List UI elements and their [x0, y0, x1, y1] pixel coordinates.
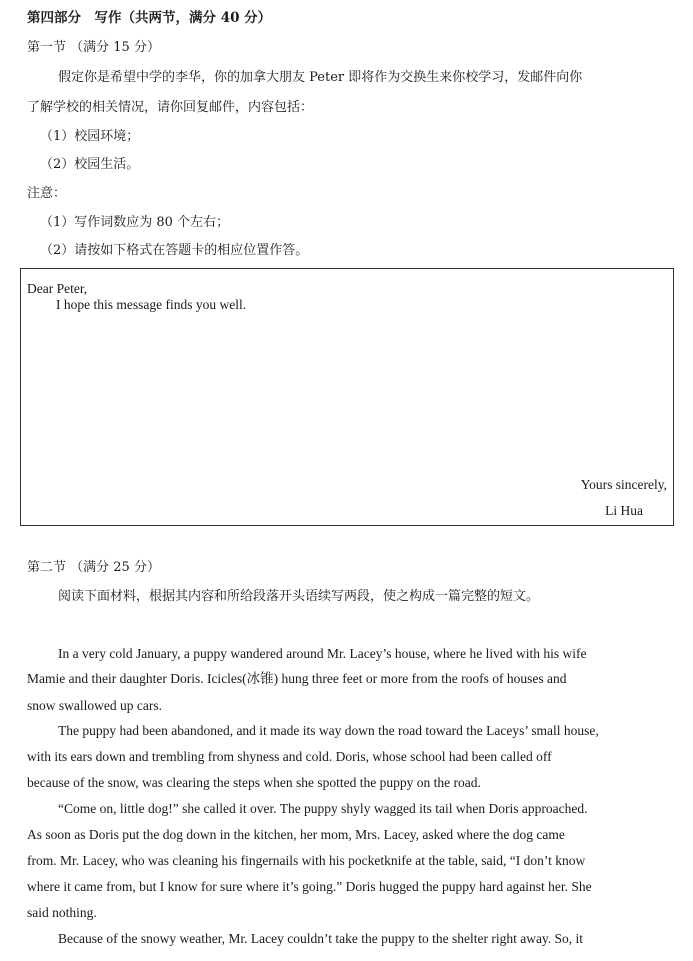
passage-line: In a very cold January, a puppy wandered around Mr. Lacey’s house, where he lived with his wife — [58, 646, 587, 661]
passage-line: snow swallowed up cars. — [27, 698, 162, 713]
part4-title: 第四部分 写作（共两节，满分 40 分） — [27, 10, 272, 26]
passage-line: said nothing. — [27, 905, 97, 920]
passage-line: where it came from, but I know for sure where it’s going.” Doris hugged the puppy hard against her. She — [27, 879, 592, 894]
prompt-line-2: 了解学校的相关情况，请你回复邮件，内容包括： — [27, 100, 314, 115]
passage-line: Mamie and their daughter Doris. Icicles(冰锥) hung three feet or more from the roofs of houses and — [27, 671, 567, 686]
section2-instruction: 阅读下面材料，根据其内容和所给段落开头语续写两段，使之构成一篇完整的短文。 — [58, 589, 540, 604]
letter-closing: Yours sincerely, — [580, 477, 667, 492]
passage-line: As soon as Doris put the dog down in the kitchen, her mom, Mrs. Lacey, asked where the dog came — [27, 827, 565, 842]
passage-line: from. Mr. Lacey, who was cleaning his fingernails with his pocketknife at the table, said, “I don’t know — [27, 853, 586, 868]
passage-line: Because of the snowy weather, Mr. Lacey couldn’t take the puppy to the shelter right away. So, it — [58, 931, 584, 946]
passage-line: The puppy had been abandoned, and it made its way down the road toward the Laceys’ small house, — [58, 723, 599, 738]
letter-signature: Li Hua — [605, 503, 643, 518]
section1-heading: 第一节 （满分 15 分） — [27, 40, 160, 55]
letter-template-box — [20, 268, 674, 526]
note-item: （2）请按如下格式在答题卡的相应位置作答。 — [40, 243, 309, 258]
letter-greeting: Dear Peter, — [27, 281, 88, 296]
letter-opening: I hope this message finds you well. — [56, 297, 247, 312]
content-item: （1）校园环境； — [40, 129, 140, 144]
passage-line: “Come on, little dog!” she called it over. The puppy shyly wagged its tail when Doris approached. — [58, 801, 588, 816]
note-label: 注意： — [27, 186, 67, 201]
passage-line: because of the snow, was clearing the steps when she spotted the puppy on the road. — [27, 775, 481, 790]
section2-heading: 第二节 （满分 25 分） — [27, 560, 160, 575]
note-item: （1）写作词数应为 80 个左右； — [40, 215, 230, 230]
passage-line: with its ears down and trembling from shyness and cold. Doris, whose school had been called off — [27, 749, 552, 764]
prompt-line-1: 假定你是希望中学的李华，你的加拿大朋友 Peter 即将作为交换生来你校学习，发邮件向你 — [58, 70, 583, 85]
content-item: （2）校园生活。 — [40, 157, 140, 172]
